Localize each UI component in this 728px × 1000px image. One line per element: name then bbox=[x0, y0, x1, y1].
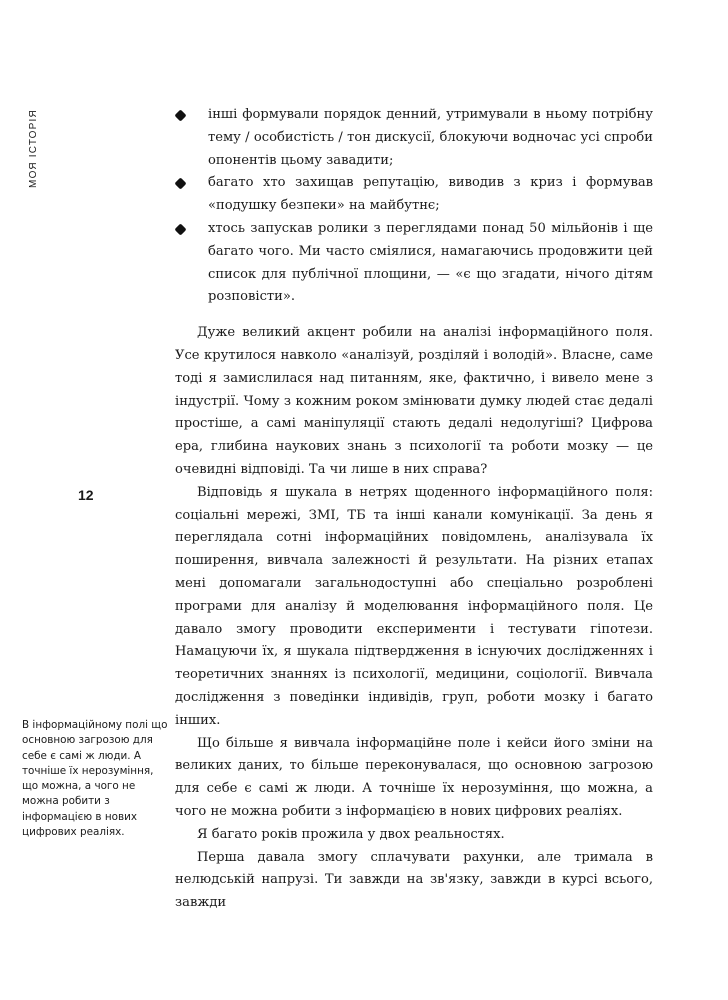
bullet-text: хтось запускав ролики з переглядами понад 50 мільйонів і ще багато чого. Ми часто сміялися, намагаючись продовжити цей список для публічної площини, — «є що згадати, нічого дітям розповісти». bbox=[208, 220, 653, 305]
body-paragraph: Перша давала змогу сплачувати рахунки, але тримала в нелюдській напрузі. Ти завжди на зв'язку, завжди в курсі всього, завжди bbox=[175, 849, 653, 911]
bullet-icon bbox=[174, 223, 186, 235]
bullet-item bbox=[175, 104, 653, 172]
body-paragraph: Відповідь я шукала в нетрях щоденного інформаційного поля: соціальні мережі, ЗМІ, ТБ та інші канали комунікації. За день я переглядала сотні інформаційних повідомлень, аналізувала їх поширення, вивчала залежності й результати. На різних етапах мені допомагали загальнодоступні або спеціально розроблені програми для аналізу й моделювання інформаційного поля. Це давало змогу проводити експерименти і тестувати гіпотези. Намацуючи їх, я шукала підтвердження в існуючих дослідженнях і теоретичних знаннях із психології, медицини, соціології. Вивчала дослідження з поведінки індивідів, груп, роботи мозку і багато інших. bbox=[175, 484, 653, 728]
body-paragraph: Я багато років прожила у двох реальностях. bbox=[197, 826, 505, 842]
body-paragraph: Дуже великий акцент робили на аналізі інформаційного поля. Усе крутилося навколо «аналізуй, розділяй і володій». Власне, саме тоді я замислилася над питанням, яке, фактично, і вивело мене з індустрії. Чому з кожним роком змінювати думку людей стає дедалі простіше, а самі маніпуляції стають дедалі недолугіші? Цифрова ера, глибина наукових знань з психології та роботи мозку — це очевидні відповіді. Та чи лише в них справа? bbox=[175, 325, 653, 477]
bullet-text: інші формували порядок денний, утримували в ньому потрібну тему / особистість / тон дискусії, блокуючи водночас усі спроби опонентів цьому завадити; bbox=[208, 107, 653, 168]
running-title: МОЯ ІСТОРІЯ bbox=[27, 108, 39, 188]
bullet-list bbox=[175, 104, 653, 309]
bullet-text: багато хто захищав репутацію, виводив з криз і формував «подушку безпеки» на майбутнє; bbox=[208, 175, 653, 214]
bullet-icon bbox=[174, 109, 186, 121]
bullet-item bbox=[175, 218, 653, 309]
bullet-item bbox=[175, 172, 653, 218]
margin-note: В інформаційному полі що основною загрозою для себе є самі ж люди. А точніше їх нерозуміння, що можна, а чого не можна робити з інформацією в нових цифрових реаліях. bbox=[22, 719, 168, 839]
page-number: 12 bbox=[78, 487, 94, 503]
body-paragraph: Що більше я вивчала інформаційне поле і кейси його зміни на великих даних, то більше переконувалася, що основною загрозою для себе є самі ж люди. А точніше їх нерозуміння, що можна, а чого не можна робити з інформацією в нових цифрових реаліях. bbox=[175, 735, 653, 819]
running-head bbox=[24, 103, 42, 193]
main-text-column bbox=[175, 104, 653, 915]
bullet-icon bbox=[174, 178, 186, 190]
